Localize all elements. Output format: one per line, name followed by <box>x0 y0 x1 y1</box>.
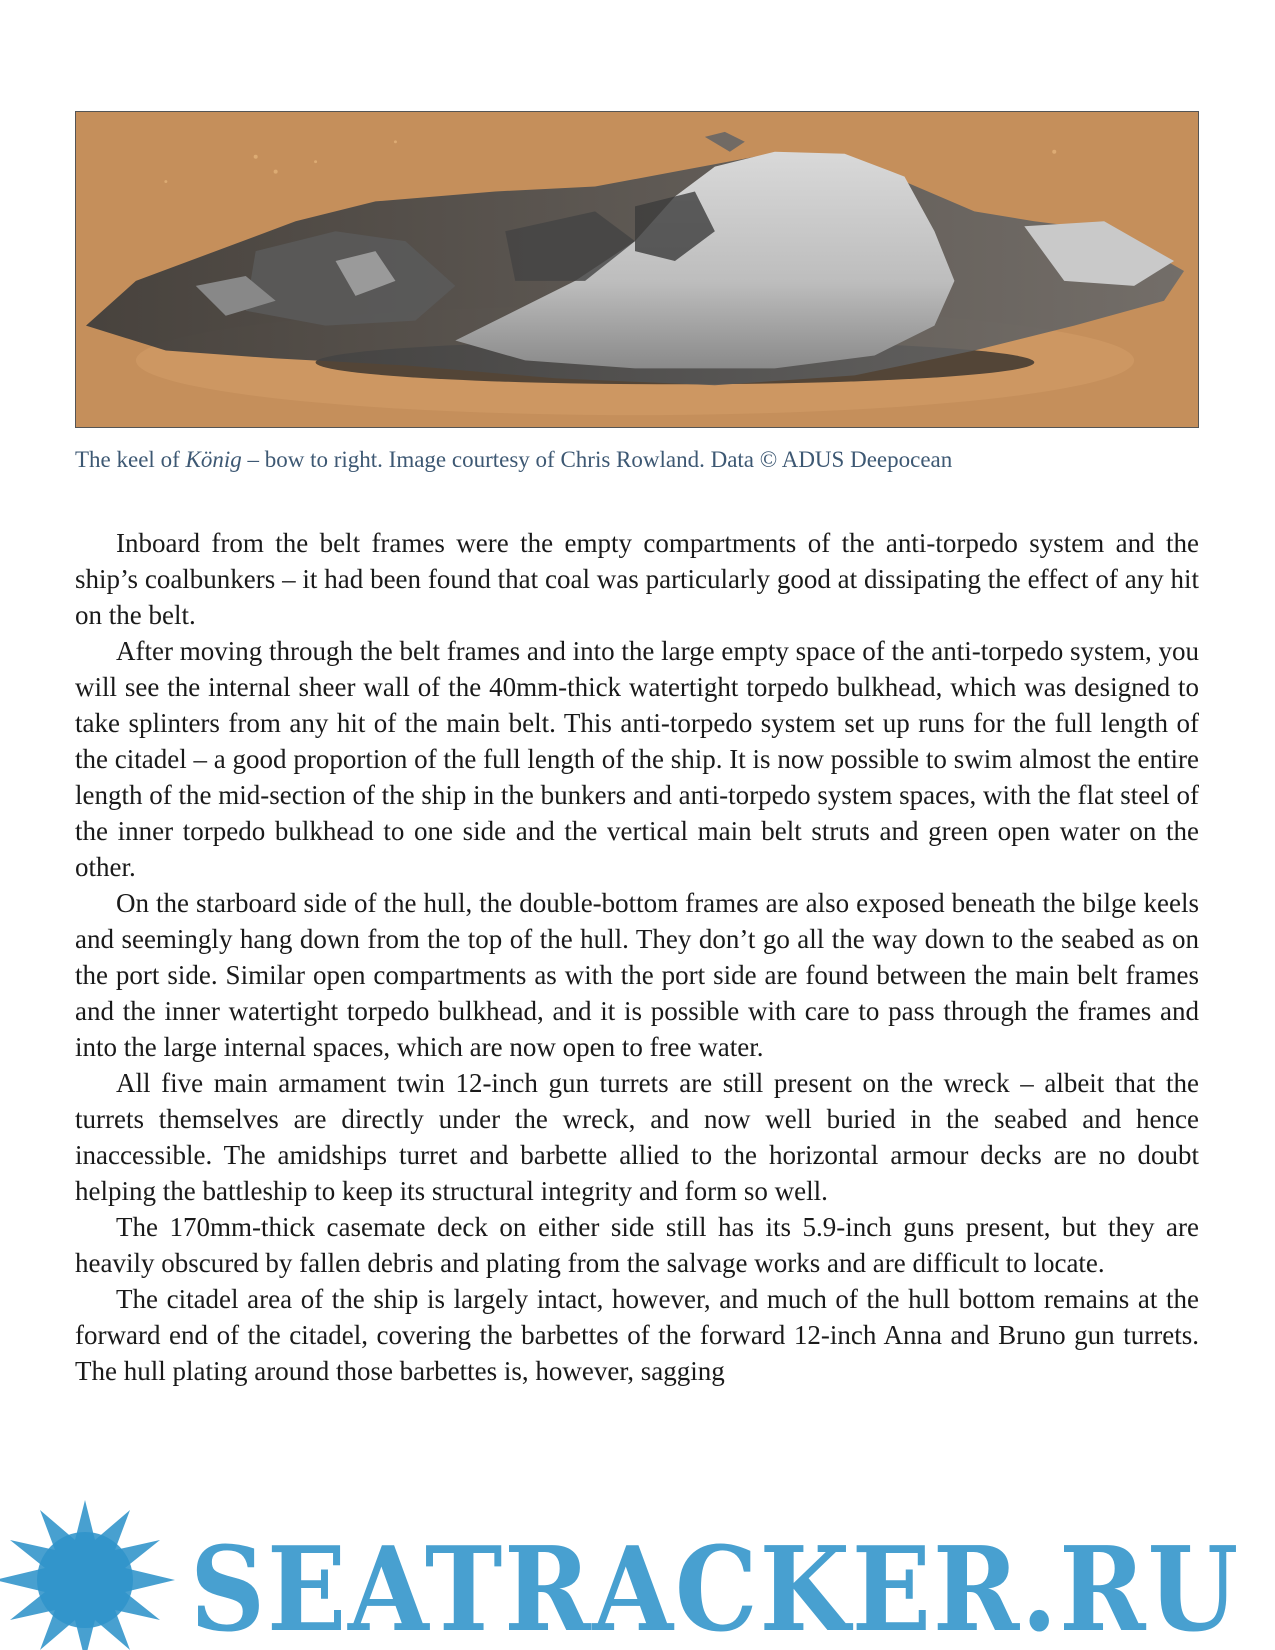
paragraph: Inboard from the belt frames were the empty compartments of the anti-torpedo system and the ship’s coalbunkers – it had been found that coal was particularly good at dissipating the effect of any hit on the belt. <box>75 528 1199 630</box>
paragraph: After moving through the belt frames and into the large empty space of the anti-torpedo system, you will see the internal sheer wall of the 40mm-thick watertight torpedo bulkhead, which was designed to take splinters from any hit of the main belt. This anti-torpedo system set up runs for the full length of the citadel – a good proportion of the full length of the ship. It is now possible to swim almost the entire length of the mid-section of the ship in the bunkers and anti-torpedo system spaces, with the flat steel of the inner torpedo bulkhead to one side and the vertical main belt struts and green open water on the other. <box>75 636 1199 882</box>
paragraph: The 170mm-thick casemate deck on either side still has its 5.9-inch guns present, but they are heavily obscured by fallen debris and plating from the salvage works and are difficult to locate. <box>75 1212 1199 1278</box>
sonar-image-svg <box>76 112 1198 427</box>
caption-ship-name: König <box>185 447 242 472</box>
caption-prefix: The keel of <box>75 447 186 472</box>
paragraph: The citadel area of the ship is largely intact, however, and much of the hull bottom remains at the forward end of the citadel, covering the barbettes of the forward 12-inch Anna and Bruno gun turrets. The hull plating around those barbettes is, however, sagging <box>75 1284 1199 1386</box>
watermark-text: SEATRACKER.RU <box>190 1522 1240 1650</box>
caption-suffix: – bow to right. Image courtesy of Chris Rowland. Data © ADUS Deepocean <box>241 447 953 472</box>
watermark <box>0 1480 1275 1650</box>
wreck-sonar-image <box>75 111 1199 428</box>
paragraph: All five main armament twin 12-inch gun turrets are still present on the wreck – albeit that the turrets themselves are directly under the wreck, and now well buried in the seabed and hence inaccessible. The amidships turret and barbette allied to the horizontal armour decks are no doubt helping the battleship to keep its structural integrity and form so well. <box>75 1068 1199 1206</box>
article-body <box>75 525 1199 1389</box>
figure-caption <box>75 447 1199 473</box>
starburst-icon <box>0 1500 175 1650</box>
watermark-svg <box>0 1480 1275 1650</box>
paragraph: On the starboard side of the hull, the double-bottom frames are also exposed beneath the bilge keels and seemingly hang down from the top of the hull. They don’t go all the way down to the seabed as on the port side. Similar open compartments as with the port side are found between the main belt frames and the inner watertight torpedo bulkhead, and it is possible with care to pass through the frames and into the large internal spaces, which are now open to free water. <box>75 888 1199 1062</box>
